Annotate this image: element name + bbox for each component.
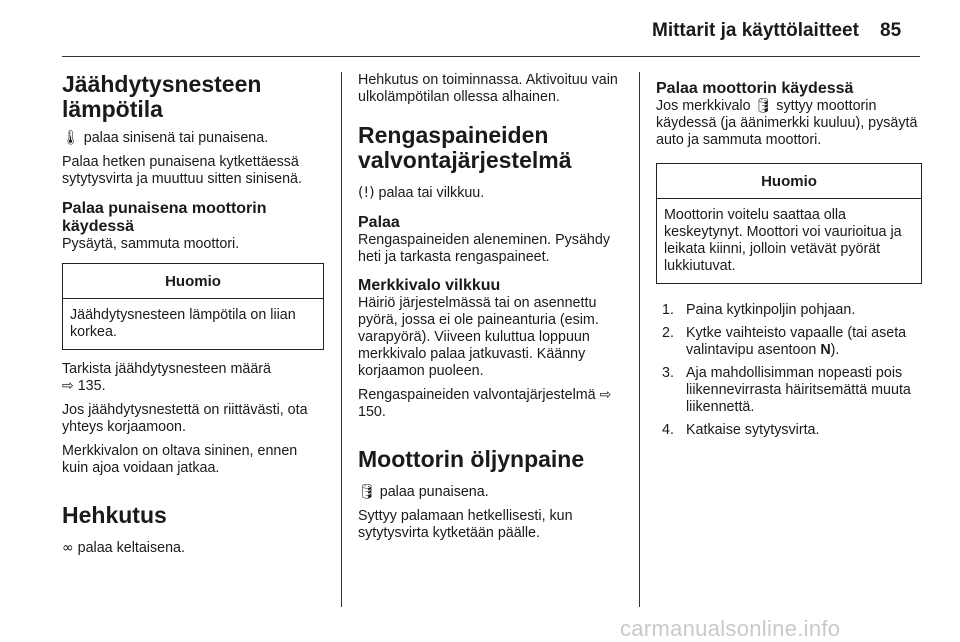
- header-rule: [62, 56, 920, 57]
- column-2: [358, 72, 624, 542]
- tire-pressure-icon: (!): [358, 185, 375, 201]
- tpms-paragraph: (!) palaa tai vilkkuu.: [358, 185, 485, 201]
- preheating-active-paragraph: Hehkutus on toiminnassa. Aktivoituu vain ulkolämpötilan ollessa alhainen.: [358, 72, 618, 105]
- oil-can-icon: 🛢: [358, 484, 376, 500]
- steps-list: [656, 302, 922, 439]
- oil-can-icon: 🛢: [754, 98, 773, 114]
- note-body: Moottorin voitelu saattaa olla keskeytynyt. Moottori voi vaurioitua ja leikata kiinni, jolloin vetävät pyörät lukkiutuvat.: [664, 207, 902, 274]
- column-divider-2: [639, 72, 640, 607]
- list-item: 3. Aja mahdollisimman nopeasti pois liikennevirrasta häiritsemättä muuta liikennettä.: [662, 365, 911, 415]
- ignition-paragraph: Syttyy palamaan hetkellisesti, kun sytytysvirta kytketään päälle.: [358, 508, 573, 541]
- coolant-paragraph-2: Palaa hetken punaisena kytkettäessä sytytysvirta ja muuttuu sitten sinisenä.: [62, 154, 302, 187]
- page-number: 85: [880, 20, 902, 41]
- column-1: [62, 72, 324, 557]
- check-coolant-paragraph: Tarkista jäähdytysnesteen määrä ⇨ 135.: [62, 361, 272, 394]
- note-title: Huomio: [657, 164, 921, 199]
- blue-light-paragraph: Merkkivalon on oltava sininen, ennen kuin ajoa voidaan jatkaa.: [62, 443, 298, 476]
- page-header-title: Mittarit ja käyttölaitteet: [652, 20, 859, 41]
- column-divider-1: [341, 72, 342, 607]
- list-item: 2. Kytke vaihteisto vapaalle (tai aseta valintavipu asentoon N).: [662, 325, 907, 358]
- preheating-paragraph: ∞ palaa keltaisena.: [62, 540, 185, 556]
- pressure-loss-paragraph: Rengaspaineiden aleneminen. Pysähdy heti ja tarkasta rengaspaineet.: [358, 232, 610, 265]
- glow-plug-icon: ∞: [62, 540, 74, 556]
- coolant-paragraph: 🌡 palaa sinisenä tai punaisena.: [62, 130, 269, 146]
- workshop-paragraph: Jos jäähdytysnestettä on riittävästi, ota yhteys korjaamoon.: [62, 402, 308, 435]
- note-box-coolant: [62, 263, 324, 350]
- heading-red-while-running: Palaa punaisena moottorin käydessä: [62, 200, 267, 235]
- stop-paragraph: Pysäytä, sammuta moottori.: [62, 236, 240, 252]
- list-item: 1. Paina kytkinpoljin pohjaan.: [662, 302, 856, 318]
- heading-coolant-temperature: Jäähdytysnesteen lämpötila: [62, 71, 262, 122]
- heading-preheating: Hehkutus: [62, 502, 167, 528]
- system-fault-paragraph: Häiriö järjestelmässä tai on asennettu pyörä, jossa ei ole paineanturia (esim. varapyörä). Viiveen kuluttua loppuun merkkivalo palaa jatkuvasti. Käänny korjaamon puoleen.: [358, 295, 599, 379]
- oil-warning-paragraph: Jos merkkivalo 🛢 syttyy moottorin käydessä (ja äänimerkki kuuluu), pysäytä auto ja sammuta moottori.: [656, 98, 918, 148]
- heading-tpms: Rengaspaineiden valvontajärjestelmä: [358, 122, 572, 173]
- heading-oil-pressure: Moottorin öljynpaine: [358, 446, 585, 472]
- oil-paragraph: 🛢 palaa punaisena.: [358, 484, 489, 500]
- page-reference-icon: ⇨: [599, 387, 612, 403]
- note-title: Huomio: [63, 264, 323, 299]
- column-3: [656, 72, 922, 445]
- heading-on: Palaa: [358, 214, 400, 231]
- list-item: 4. Katkaise sytytysvirta.: [662, 422, 820, 438]
- note-box-oil: [656, 163, 922, 284]
- tpms-reference-paragraph: Rengaspaineiden valvontajärjestelmä ⇨ 150.: [358, 387, 612, 420]
- heading-light-blinks: Merkkivalo vilkkuu: [358, 277, 501, 294]
- note-body: Jäähdytysnesteen lämpötila on liian korkea.: [70, 307, 296, 340]
- page-reference-icon: ⇨: [62, 378, 74, 394]
- watermark: carmanualsonline.info: [620, 616, 841, 641]
- coolant-temperature-icon: 🌡: [62, 130, 80, 146]
- heading-on-while-running: Palaa moottorin käydessä: [656, 80, 854, 97]
